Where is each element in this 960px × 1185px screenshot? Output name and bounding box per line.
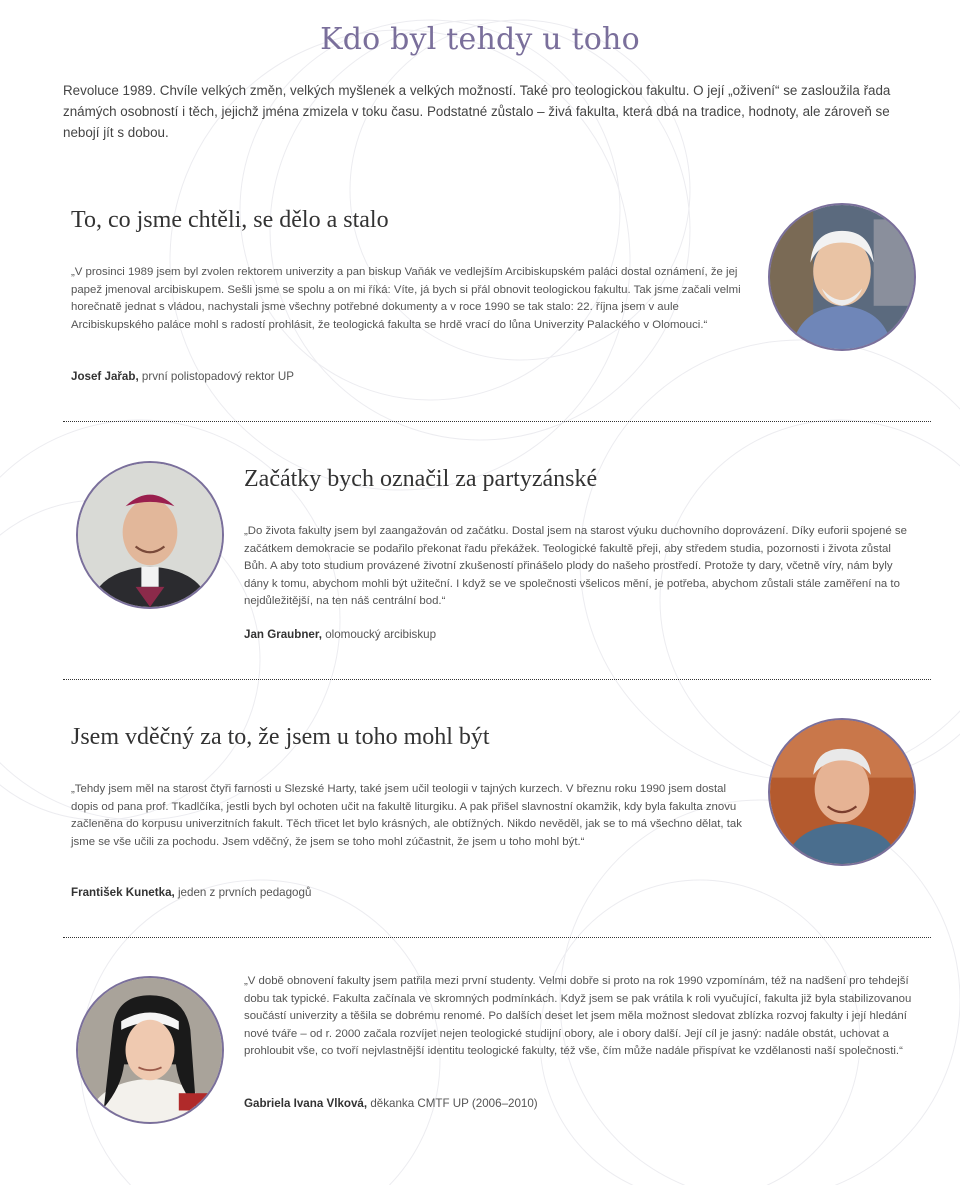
testimonial-quote: „Do života fakulty jsem byl zaangažován od začátku. Dostal jsem na starost výuku duchovního doprovázení. Díky euforii spojené se začátkem demokracie se podařilo překonat řadu překážek. Teologické fakultě přeji, aby středem studia, pozornosti i života zůstal Bůh. A aby toto studium provázené životní zkušeností přinášelo plody do našeho prostředí. Protože ty dary, včetně víry, nám byly dány k tomu, abychom mohli být užiteční. I když se ve společnosti všelicos mění, je potřeba, abychom zůstali stále zaměření na to nejdůležitější, na ten náš centrální bod.“ <box>244 525 907 608</box>
author-role: olomoucký arcibiskup <box>325 628 437 641</box>
author-role: jeden z prvních pedagogů <box>177 886 312 899</box>
testimonial-quote: „V době obnovení fakulty jsem patřila mezi první studenty. Velmi dobře si proto na rok 1990 vzpomínám, též na nadšení pro tehdejší dobu tak typické. Fakulta začínala ve skromných podmínkách. Když jsem se pak vrátila k roli vyučující, fakulta již byla stabilizovanou součástí univerzity a těšila se dobrému renomé. Po dalších deset let jsem měla možnost sledovat zblízka rozvoj fakulty i její hledání nové tváře – od r. 2000 začala rozvíjet nejen teologické studijní obory, ale i obory další. Její cíl je jasný: nadále obstát, uchovat a prohloubit vše, co tvoří nejvlastnější identitu teologické fakulty, též vše, čím může nadále přispívat ke vzdělanosti naší společnosti.“ <box>244 975 912 1058</box>
author-name: Gabriela Ivana Vlková, <box>244 1097 368 1110</box>
testimonial-heading: Jsem vděčný za to, že jsem u toho mohl být <box>71 724 490 750</box>
section-divider <box>63 937 931 938</box>
author-name: František Kunetka, <box>71 886 175 899</box>
testimonial-author <box>71 370 294 383</box>
testimonial-heading: Začátky bych označil za partyzánské <box>244 466 598 492</box>
testimonial-author <box>71 886 311 899</box>
testimonial-author <box>244 628 436 641</box>
author-name: Josef Jařab, <box>71 370 139 383</box>
testimonial-author <box>244 1097 538 1110</box>
section-divider <box>63 421 931 422</box>
portrait-photo <box>76 976 224 1124</box>
page-title: Kdo byl tehdy u toho <box>320 22 640 57</box>
portrait-photo <box>76 461 224 609</box>
author-name: Jan Graubner, <box>244 628 322 641</box>
testimonial-heading: To, co jsme chtěli, se dělo a stalo <box>71 207 389 233</box>
author-role: první polistopadový rektor UP <box>141 370 294 383</box>
testimonial-quote: „Tehdy jsem měl na starost čtyři farnosti u Slezské Harty, také jsem učil teologii v tajných kurzech. V březnu roku 1990 jsem dostal dopis od pana prof. Tkadlčíka, jestli bych byl ochoten učit na fakultě liturgiku. A pak přišel slavnostní okamžik, kdy byla fakulta znovu začleněna do korpusu univerzitních fakult. Těch třicet let bylo krásných, ale obtížných. Nikdo nevěděl, jak se to má všechno dělat, tak jsme se vše učili za pochodu. Jsem vděčný, že jsem se toho mohl zúčastnit, že jsem u toho mohl být.“ <box>71 783 742 848</box>
author-role: děkanka CMTF UP (2006–2010) <box>370 1097 538 1110</box>
testimonial-quote: „V prosinci 1989 jsem byl zvolen rektorem univerzity a pan biskup Vaňák ve vedlejším Arcibiskupském paláci dostal oznámení, že jej papež jmenoval arcibiskupem. Sešli jsme se spolu a on mi říká: Víte, já bych si přál obnovit teologickou fakultu. Tak jsme začali velmi horečnatě jednat s vládou, nachystali jsme všechny potřebné dokumenty a v roce 1990 se tak stalo: 22. října jsem v aule Arcibiskupského paláce mohl s radostí prohlásit, že teologická fakulta se hrdě vrací do lůna Univerzity Palackého v Olomouci.“ <box>71 266 741 331</box>
section-divider <box>63 679 931 680</box>
intro-paragraph: Revoluce 1989. Chvíle velkých změn, velkých myšlenek a velkých možností. Také pro teologickou fakultu. O její „oživení“ se zasloužila řada známých osobností i těch, jejichž jména zmizela v toku času. Podstatné zůstalo – živá fakulta, která dbá na tradice, hodnoty, ale zároveň se nebojí jít s dobou. <box>63 83 891 140</box>
portrait-photo <box>768 718 916 866</box>
portrait-photo <box>768 203 916 351</box>
